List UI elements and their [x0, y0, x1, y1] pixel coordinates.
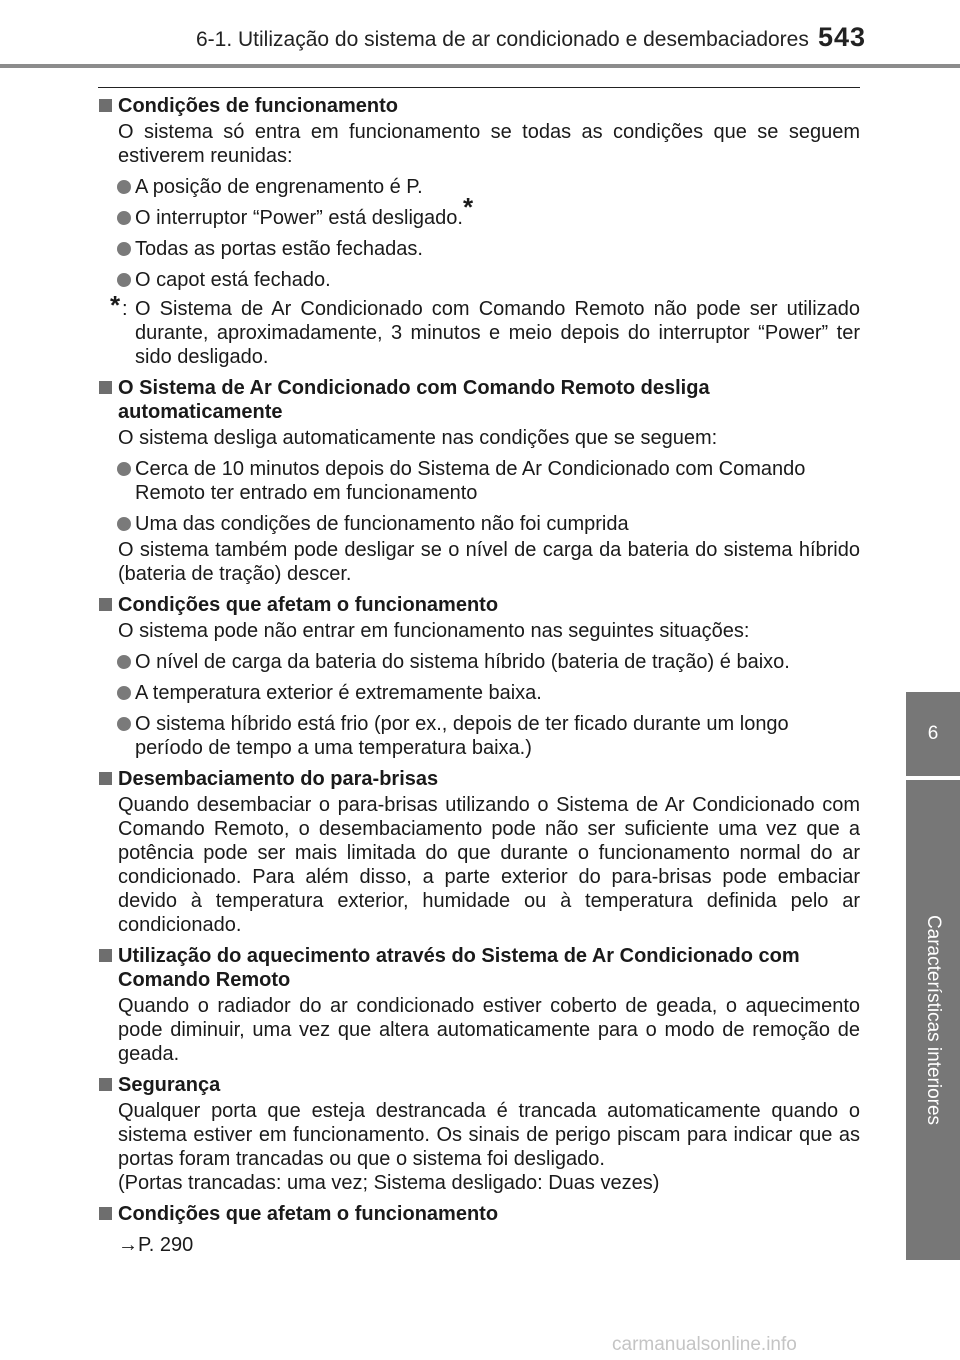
paragraph: Quando o radiador do ar condicionado estiver coberto de geada, o aquecimento pode diminuir, uma vez que altera automaticamente para o modo de remoção de geada.	[118, 995, 860, 1065]
list-item: A posição de engrenamento é P.	[98, 175, 860, 199]
page-content	[98, 94, 860, 1257]
list-item: O nível de carga da bateria do sistema híbrido (bateria de tração) é baixo.	[98, 650, 860, 674]
circle-bullet-icon	[117, 242, 131, 256]
square-bullet-icon	[99, 1207, 112, 1220]
page-reference-link[interactable]: P. 290	[138, 1234, 194, 1256]
list-item: O sistema híbrido está frio (por ex., depois de ter ficado durante um longo período de tempo a uma temperatura baixa.)	[98, 712, 860, 760]
circle-bullet-icon	[117, 180, 131, 194]
square-bullet-icon	[99, 598, 112, 611]
list-item: Uma das condições de funcionamento não foi cumprida	[98, 512, 860, 536]
circle-bullet-icon	[117, 273, 131, 287]
list-item: Todas as portas estão fechadas.	[98, 237, 860, 261]
watermark: carmanualsonline.info	[612, 1334, 797, 1355]
page-reference	[98, 1233, 860, 1257]
page-header-title: 6-1. Utilização do sistema de ar condicionado e desembaciadores	[196, 28, 809, 51]
circle-bullet-icon	[117, 462, 131, 476]
arrow-right-icon: →	[118, 1234, 138, 1256]
section-heading: Condições que afetam o funcionamento	[98, 1202, 860, 1226]
circle-bullet-icon	[117, 717, 131, 731]
list-item: O capot está fechado.	[98, 268, 860, 292]
circle-bullet-icon	[117, 211, 131, 225]
header-divider	[0, 64, 960, 68]
list-item: Cerca de 10 minutos depois do Sistema de Ar Condicionado com Comando Remoto ter entrado em funcionamento	[98, 457, 860, 505]
circle-bullet-icon	[117, 517, 131, 531]
paragraph: O sistema só entra em funcionamento se todas as condições que se seguem estiverem reunidas:	[118, 121, 860, 167]
circle-bullet-icon	[117, 655, 131, 669]
footnote-reference: *	[462, 192, 474, 222]
chapter-tab-label	[906, 780, 960, 1260]
footnote-marker: *	[110, 290, 121, 320]
square-bullet-icon	[99, 949, 112, 962]
paragraph: Quando desembaciar o para-brisas utilizando o Sistema de Ar Condicionado com Comando Remoto, o desembaciamento pode não ser suficiente uma vez que a potência pode ser mais limitada do que durante o funcionamento normal do ar condicionado. Para além disso, a parte exterior do para-brisas pode embaciar devido à temperatura exterior, humidade ou à temperatura definida pelo ar condicionado.	[118, 794, 860, 936]
square-bullet-icon	[99, 99, 112, 112]
paragraph: Qualquer porta que esteja destrancada é trancada automaticamente quando o sistema estiver em funcionamento. Os sinais de perigo piscam para indicar que as portas foram trancadas ou que o sistema foi desligado.	[118, 1100, 860, 1170]
content-divider	[98, 87, 860, 88]
circle-bullet-icon	[117, 686, 131, 700]
paragraph: O sistema também pode desligar se o nível de carga da bateria do sistema híbrido (bateria de tração) descer.	[118, 539, 860, 585]
section-heading: Desembaciamento do para-brisas	[98, 767, 860, 791]
page-number: 543	[818, 22, 867, 52]
list-item: O interruptor “Power” está desligado.*	[98, 206, 860, 230]
square-bullet-icon	[99, 1078, 112, 1091]
paragraph: (Portas trancadas: uma vez; Sistema desligado: Duas vezes)	[118, 1172, 660, 1194]
section-heading: O Sistema de Ar Condicionado com Comando Remoto desliga automaticamente	[98, 376, 860, 424]
paragraph: O sistema desliga automaticamente nas condições que se seguem:	[118, 427, 718, 449]
square-bullet-icon	[99, 772, 112, 785]
chapter-tab-label-text: Características interiores	[923, 914, 944, 1126]
section-heading: Utilização do aquecimento através do Sistema de Ar Condicionado com Comando Remoto	[98, 944, 860, 992]
section-heading: Segurança	[98, 1073, 860, 1097]
list-item: A temperatura exterior é extremamente baixa.	[98, 681, 860, 705]
section-heading: Condições de funcionamento	[98, 94, 860, 118]
square-bullet-icon	[99, 381, 112, 394]
chapter-tab-number: 6	[906, 692, 960, 776]
section-heading: Condições que afetam o funcionamento	[98, 593, 860, 617]
paragraph: O sistema pode não entrar em funcionamento nas seguintes situações:	[118, 620, 750, 642]
footnote: * : O Sistema de Ar Condicionado com Comando Remoto não pode ser utilizado durante, aproximadamente, 3 minutos e meio depois do interruptor “Power” ter sido desligado.	[110, 290, 860, 368]
